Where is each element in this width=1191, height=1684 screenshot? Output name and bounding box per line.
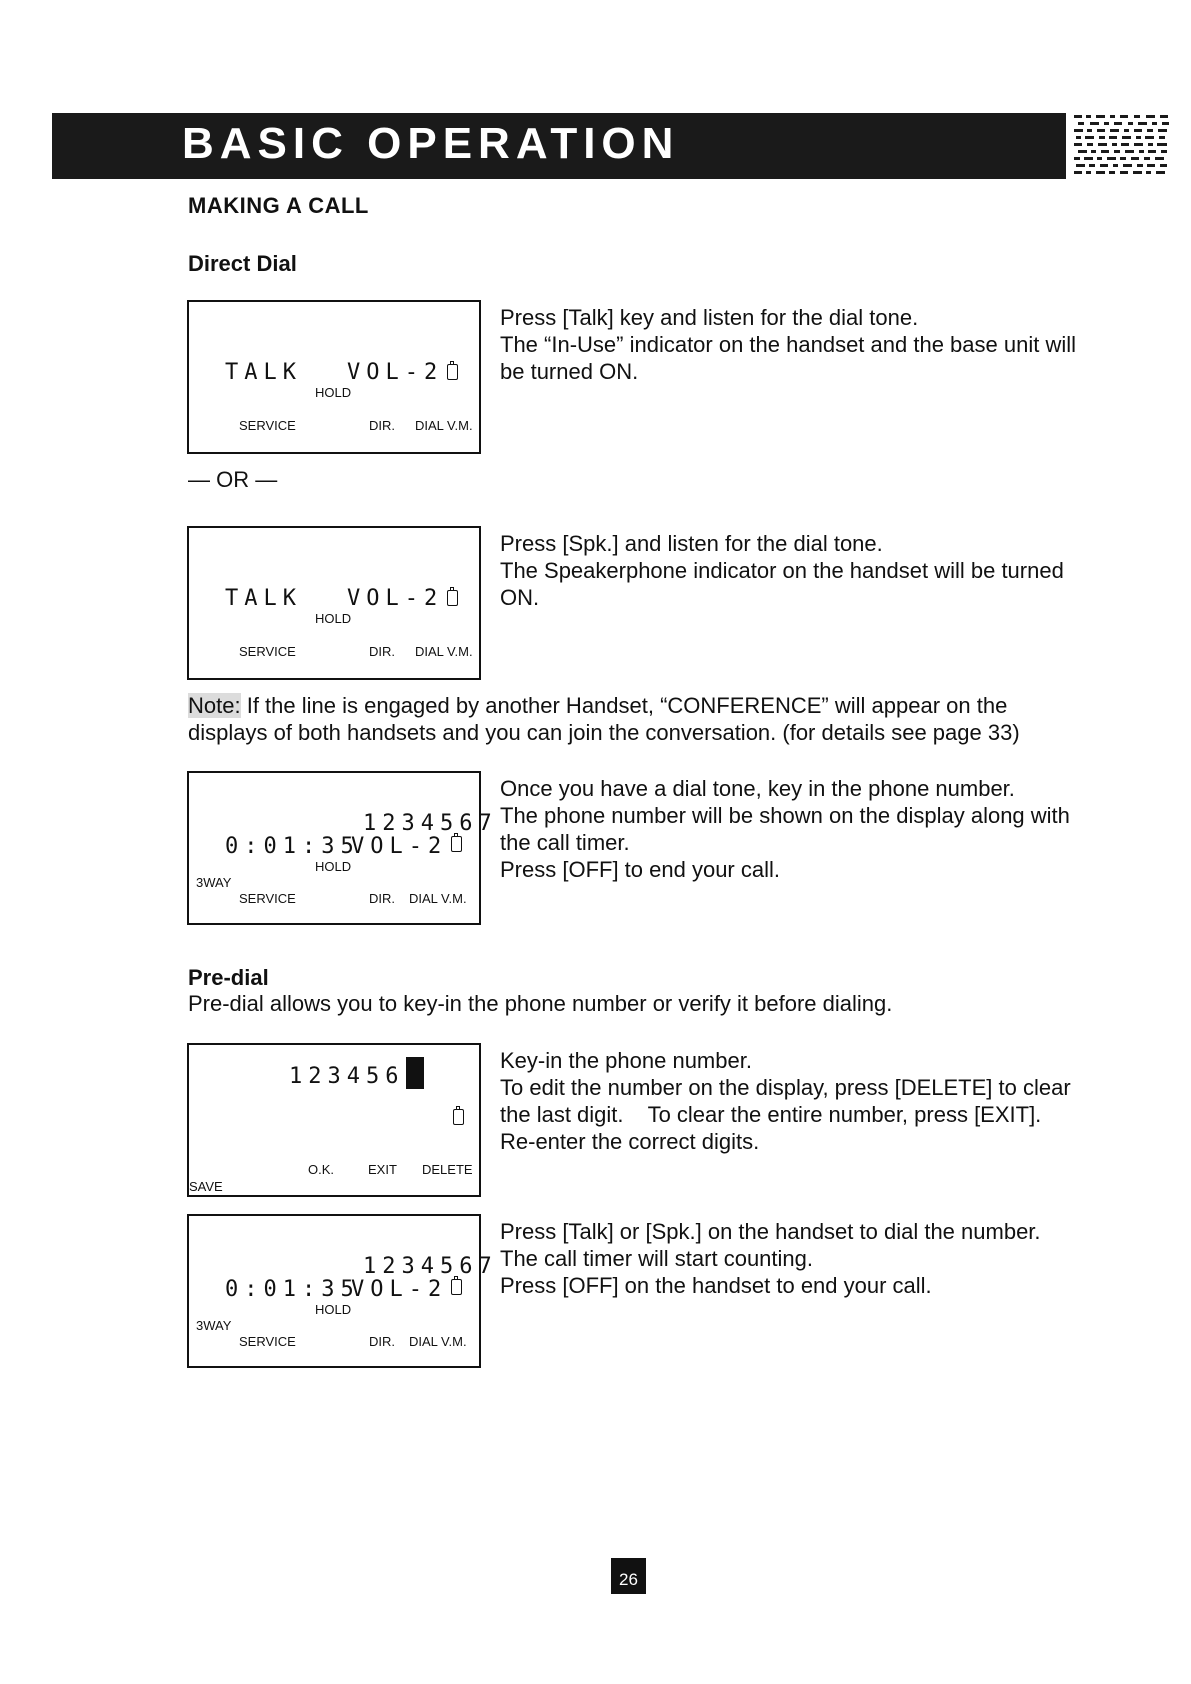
battery-icon (453, 1109, 464, 1125)
lcd-hold-label: HOLD (315, 611, 352, 626)
page-title: BASIC OPERATION (182, 119, 680, 168)
direct-dial-desc-3 (500, 775, 1080, 883)
lcd-delete-label: DELETE (422, 1162, 473, 1177)
lcd-service-label: SERVICE (239, 1334, 296, 1349)
lcd-screen-predial (187, 1043, 481, 1197)
desc-line: To edit the number on the display, press [DELETE] to clear the last digit. To clear the entire number, press [EXIT]. Re-enter the correct digits. (500, 1075, 1077, 1154)
lcd-volume: VOL-2 (347, 586, 444, 611)
battery-icon (451, 1279, 462, 1295)
direct-dial-title: Direct Dial (188, 251, 297, 276)
desc-line: Press [Spk.] and listen for the dial tone. (500, 531, 883, 556)
lcd-dir-label: DIR. (369, 418, 395, 433)
desc-line: Press [Talk] key and listen for the dial tone. (500, 305, 919, 330)
lcd-hold-label: HOLD (315, 1302, 352, 1317)
lcd-hold-label: HOLD (315, 859, 352, 874)
desc-line: The call timer will start counting. (500, 1246, 813, 1271)
desc-line: Once you have a dial tone, key in the phone number. (500, 776, 1015, 801)
lcd-dir-label: DIR. (369, 1334, 395, 1349)
direct-dial-desc-1 (500, 304, 1080, 385)
battery-icon (451, 836, 462, 852)
or-separator: — OR — (188, 467, 278, 492)
lcd-call-timer: 0:01:35 (225, 834, 360, 859)
note-text: If the line is engaged by another Handset, “CONFERENCE” will appear on the displays of both handsets and you can join the conversation. (for details see page 33) (188, 693, 1020, 745)
cursor-block (406, 1057, 424, 1089)
desc-line: The phone number will be shown on the display along with the call timer. (500, 803, 1070, 855)
lcd-save-label: SAVE (189, 1179, 223, 1194)
lcd-dial-vm-label: DIAL V.M. (415, 418, 473, 433)
pre-dial-desc-4 (500, 1047, 1080, 1155)
desc-line: Press [OFF] to end your call. (500, 857, 780, 882)
pre-dial-intro: Pre-dial allows you to key-in the phone number or verify it before dialing. (188, 991, 893, 1016)
note-label: Note: (188, 693, 241, 718)
desc-line: Press [OFF] on the handset to end your call. (500, 1273, 932, 1298)
direct-dial-desc-2 (500, 530, 1080, 611)
lcd-ok-label: O.K. (308, 1162, 335, 1177)
lcd-3way-label: 3WAY (196, 1318, 232, 1333)
lcd-phone-number: 1234567 (363, 811, 498, 836)
lcd-screen-dialing (187, 1214, 498, 1368)
lcd-mode: TALK (225, 586, 302, 611)
page-number: 26 (611, 1558, 646, 1594)
desc-line: The Speakerphone indicator on the handset will be turned ON. (500, 558, 1064, 610)
lcd-volume: VOL-2 (351, 834, 448, 859)
lcd-dir-label: DIR. (369, 644, 395, 659)
lcd-volume: VOL-2 (351, 1277, 448, 1302)
lcd-exit-label: EXIT (368, 1162, 397, 1177)
desc-line: Key-in the phone number. (500, 1048, 752, 1073)
lcd-dial-vm-label: DIAL V.M. (415, 644, 473, 659)
lcd-dial-vm-label: DIAL V.M. (409, 891, 467, 906)
note-paragraph (188, 692, 1088, 746)
lcd-screen-speaker (187, 526, 481, 680)
lcd-volume: VOL-2 (347, 360, 444, 385)
lcd-screen-calling (187, 771, 498, 925)
lcd-mode: TALK (225, 360, 302, 385)
lcd-entry (289, 1057, 424, 1089)
lcd-phone-number: 123456 (289, 1064, 405, 1089)
section-title: MAKING A CALL (188, 193, 369, 218)
pattern-decoration-icon (1072, 113, 1172, 179)
lcd-screen-talk (187, 300, 481, 454)
pre-dial-title: Pre-dial (188, 965, 269, 990)
lcd-dial-vm-label: DIAL V.M. (409, 1334, 467, 1349)
header-bar (52, 113, 1066, 179)
lcd-3way-label: 3WAY (196, 875, 232, 890)
desc-line: Press [Talk] or [Spk.] on the handset to dial the number. (500, 1219, 1041, 1244)
lcd-service-label: SERVICE (239, 418, 296, 433)
desc-line: The “In-Use” indicator on the handset and the base unit will be turned ON. (500, 332, 1076, 384)
battery-icon (447, 590, 458, 606)
lcd-dir-label: DIR. (369, 891, 395, 906)
lcd-service-label: SERVICE (239, 891, 296, 906)
lcd-hold-label: HOLD (315, 385, 352, 400)
lcd-call-timer: 0:01:35 (225, 1277, 360, 1302)
lcd-phone-number: 1234567 (363, 1254, 498, 1279)
battery-icon (447, 364, 458, 380)
lcd-service-label: SERVICE (239, 644, 296, 659)
pre-dial-desc-5 (500, 1218, 1080, 1299)
